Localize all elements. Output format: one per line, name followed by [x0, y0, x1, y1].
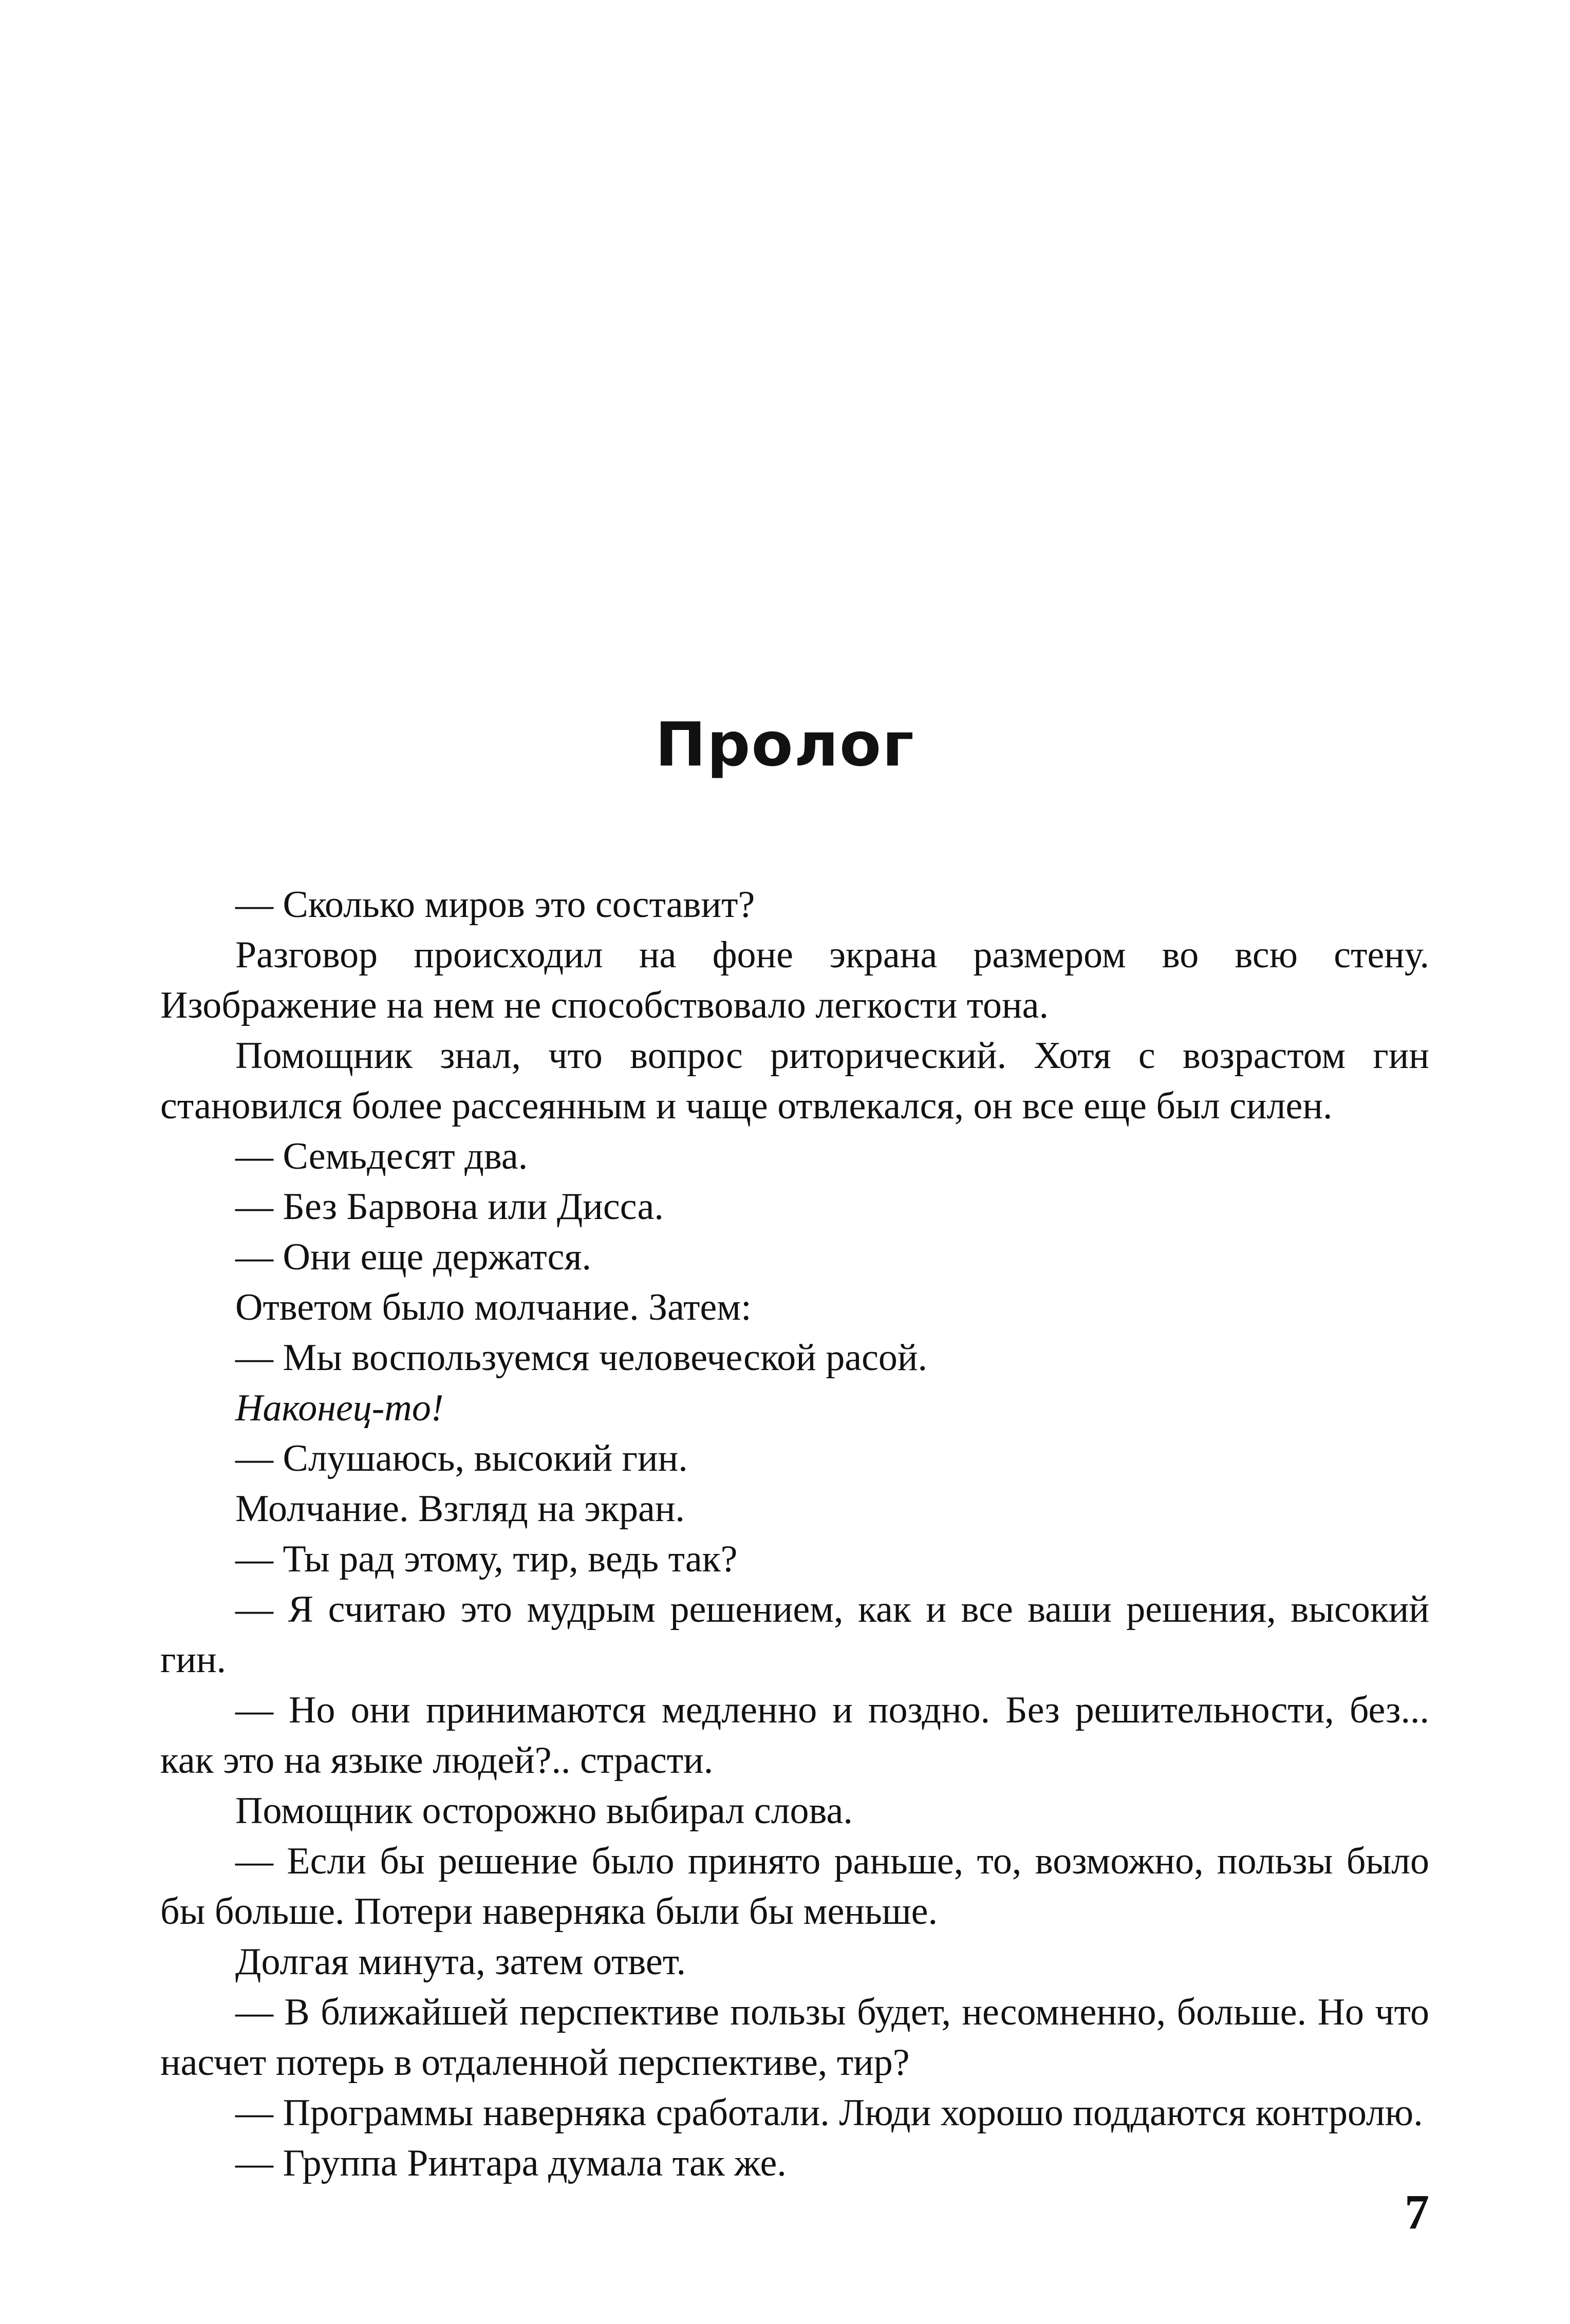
page-number: 7: [1405, 2184, 1429, 2239]
paragraph: Помощник знал, что вопрос риторический. Хотя с возрастом гин становился более рассеянным и чаще отвлекался, он все еще был силен.: [160, 1035, 1429, 1127]
paragraph: Долгая минута, затем ответ.: [235, 1941, 686, 1983]
paragraph: — Если бы решение было принято раньше, то, возможно, пользы было бы больше. Потери наверняка были бы меньше.: [160, 1840, 1429, 1933]
paragraph: Разговор происходил на фоне экрана размером во всю стену. Изображение на нем не способствовало легкости тона.: [160, 934, 1429, 1026]
paragraph: — Я считаю это мудрым решением, как и все ваши решения, высокий гин.: [160, 1588, 1429, 1681]
paragraph: Помощник осторожно выбирал слова.: [235, 1790, 853, 1832]
paragraph: — Группа Ринтара думала так же.: [235, 2142, 787, 2184]
italic-thought: Наконец-то!: [235, 1387, 444, 1429]
paragraph: — Без Барвона или Дисса.: [235, 1186, 664, 1228]
paragraph: Молчание. Взгляд на экран.: [235, 1488, 685, 1530]
paragraph: — Программы наверняка сработали. Люди хорошо поддаются контролю.: [235, 2092, 1423, 2134]
paragraph: — Семьдесят два.: [235, 1135, 528, 1177]
chapter-body: [160, 879, 1429, 2188]
paragraph: Ответом было молчание. Затем:: [235, 1286, 752, 1328]
paragraph: — В ближайшей перспективе пользы будет, несомненно, больше. Но что насчет потерь в отдаленной перспективе, тир?: [160, 1991, 1429, 2084]
paragraph: — Сколько миров это составит?: [235, 884, 755, 926]
paragraph: — Слушаюсь, высокий гин.: [235, 1437, 688, 1479]
paragraph: — Мы воспользуемся человеческой расой.: [235, 1337, 928, 1379]
paragraph: — Ты рад этому, тир, ведь так?: [235, 1538, 738, 1580]
paragraph: — Но они принимаются медленно и поздно. Без решительности, без... как это на языке людей?.. страсти.: [160, 1689, 1429, 1782]
paragraph: — Они еще держатся.: [235, 1236, 591, 1278]
chapter-title: Пролог: [655, 709, 915, 780]
